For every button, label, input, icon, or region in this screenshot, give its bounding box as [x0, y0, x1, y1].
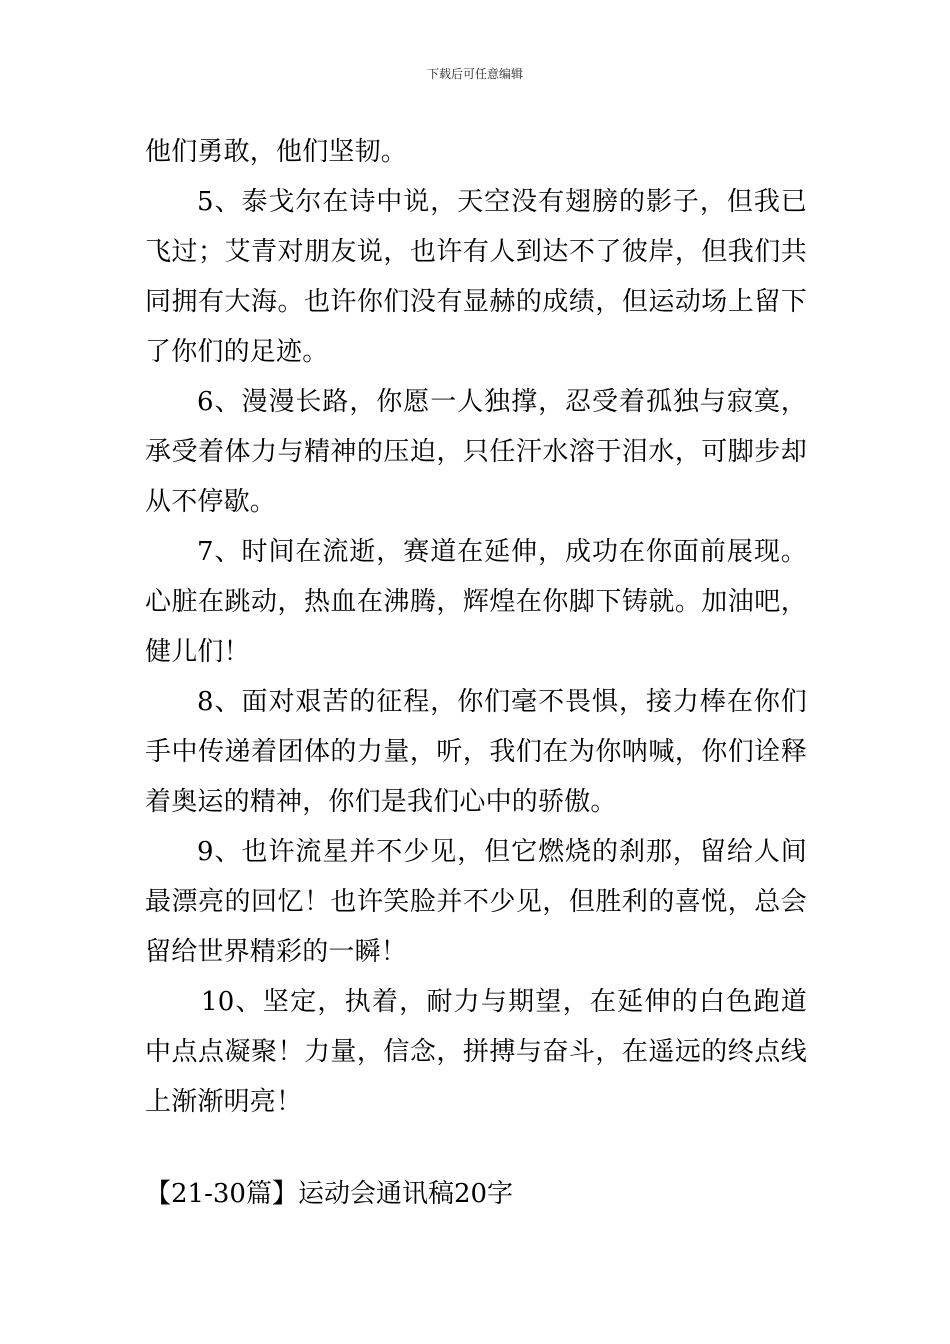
paragraph-continuation: 他们勇敢，他们坚韧。 — [145, 137, 408, 167]
paragraph-item-5: 5、泰戈尔在诗中说，天空没有翅膀的影子，但我已飞过；艾青对朋友说，也许有人到达不了彼岸，但我们共同拥有大海。也许你们没有显赫的成绩，但运动场上留下了你们的足迹。 — [145, 187, 807, 367]
paragraph-item-7: 7、时间在流逝，赛道在延伸，成功在你面前展现。心脏在跳动，热血在沸腾，辉煌在你脚下铸就。加油吧，健儿们！ — [145, 537, 807, 667]
document-body — [145, 127, 807, 1127]
paragraph-item-10: 10、坚定，执着，耐力与期望，在延伸的白色跑道中点点凝聚！力量，信念，拼搏与奋斗，在遥远的终点线上渐渐明亮！ — [145, 987, 807, 1117]
paragraph-item-9: 9、也许流星并不少见，但它燃烧的刹那，留给人间最漂亮的回忆！也许笑脸并不少见，但胜利的喜悦，总会留给世界精彩的一瞬！ — [145, 837, 807, 967]
section-heading: 【21-30篇】运动会通讯稿20字 — [145, 1179, 514, 1209]
paragraph-item-8: 8、面对艰苦的征程，你们毫不畏惧，接力棒在你们手中传递着团体的力量，听，我们在为你呐喊，你们诠释着奥运的精神，你们是我们心中的骄傲。 — [145, 687, 807, 817]
page-header: 下载后可任意编辑 — [426, 67, 523, 81]
paragraph-item-6: 6、漫漫长路，你愿一人独撑，忍受着孤独与寂寞，承受着体力与精神的压迫，只任汗水溶于泪水，可脚步却从不停歇。 — [145, 387, 807, 517]
